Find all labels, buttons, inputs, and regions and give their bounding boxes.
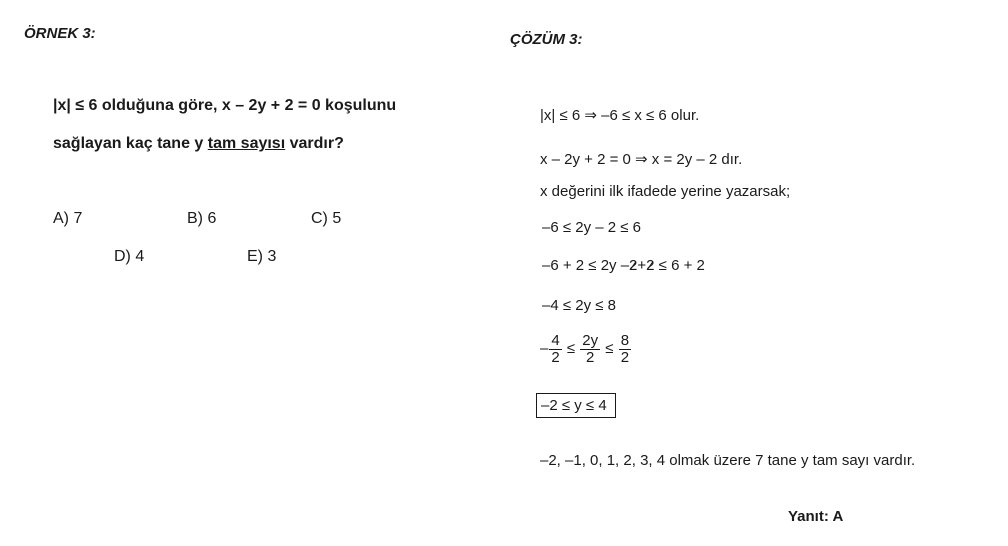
boxed-result: –2 ≤ y ≤ 4 [536, 393, 616, 418]
fraction-3-numerator: 8 [620, 332, 630, 349]
inequality-2 [542, 257, 705, 274]
option-b: B) 6 [187, 210, 217, 227]
option-a: A) 7 [53, 210, 83, 227]
fraction-2 [580, 333, 600, 366]
inequality-2-start: –6 + 2 ≤ 2y – [542, 257, 630, 274]
question-line-2 [53, 135, 344, 153]
fraction-le-1: ≤ [562, 340, 580, 358]
fraction-le-2: ≤ [601, 340, 618, 358]
solution-conclusion: –2, –1, 0, 1, 2, 3, 4 olmak üzere 7 tane y tam sayı vardır. [540, 452, 916, 469]
fraction-1-numerator: 4 [551, 332, 560, 349]
answer-label: Yanıt: A [788, 508, 844, 525]
inequality-2-plus: + [637, 257, 647, 274]
option-c: C) 5 [311, 210, 342, 227]
option-e: E) 3 [247, 248, 277, 265]
fraction-inequality [540, 333, 632, 366]
inequality-1: –6 ≤ 2y – 2 ≤ 6 [542, 219, 642, 236]
fraction-3-denominator: 2 [620, 348, 630, 366]
question-underlined-term: tam sayısı [207, 135, 286, 152]
result-box [536, 397, 616, 414]
option-d: D) 4 [114, 248, 145, 265]
cancelled-term-2: 2 [646, 257, 655, 274]
cancelled-term-1: 2 [629, 257, 638, 274]
question-line-1: |x| ≤ 6 olduğuna göre, x – 2y + 2 = 0 koşulunu [53, 97, 397, 114]
solution-heading: ÇÖZÜM 3: [510, 31, 583, 48]
inequality-3: –4 ≤ 2y ≤ 8 [542, 297, 617, 314]
question-line-2-end: vardır? [285, 135, 344, 152]
solution-line-2: x – 2y + 2 = 0 ⇒ x = 2y – 2 dır. [540, 151, 743, 168]
fraction-2-denominator: 2 [586, 348, 595, 366]
fraction-3 [619, 333, 631, 366]
fraction-2-numerator: 2y [582, 332, 599, 349]
fraction-1 [549, 333, 561, 366]
fraction-1-denominator: 2 [551, 348, 560, 366]
question-line-2-start: sağlayan kaç tane y [53, 135, 208, 152]
example-heading: ÖRNEK 3: [24, 25, 96, 42]
inequality-2-end: ≤ 6 + 2 [654, 257, 705, 274]
fraction-minus: – [540, 340, 549, 358]
solution-line-1: |x| ≤ 6 ⇒ –6 ≤ x ≤ 6 olur. [540, 107, 700, 124]
solution-line-3: x değerini ilk ifadede yerine yazarsak; [540, 183, 791, 200]
